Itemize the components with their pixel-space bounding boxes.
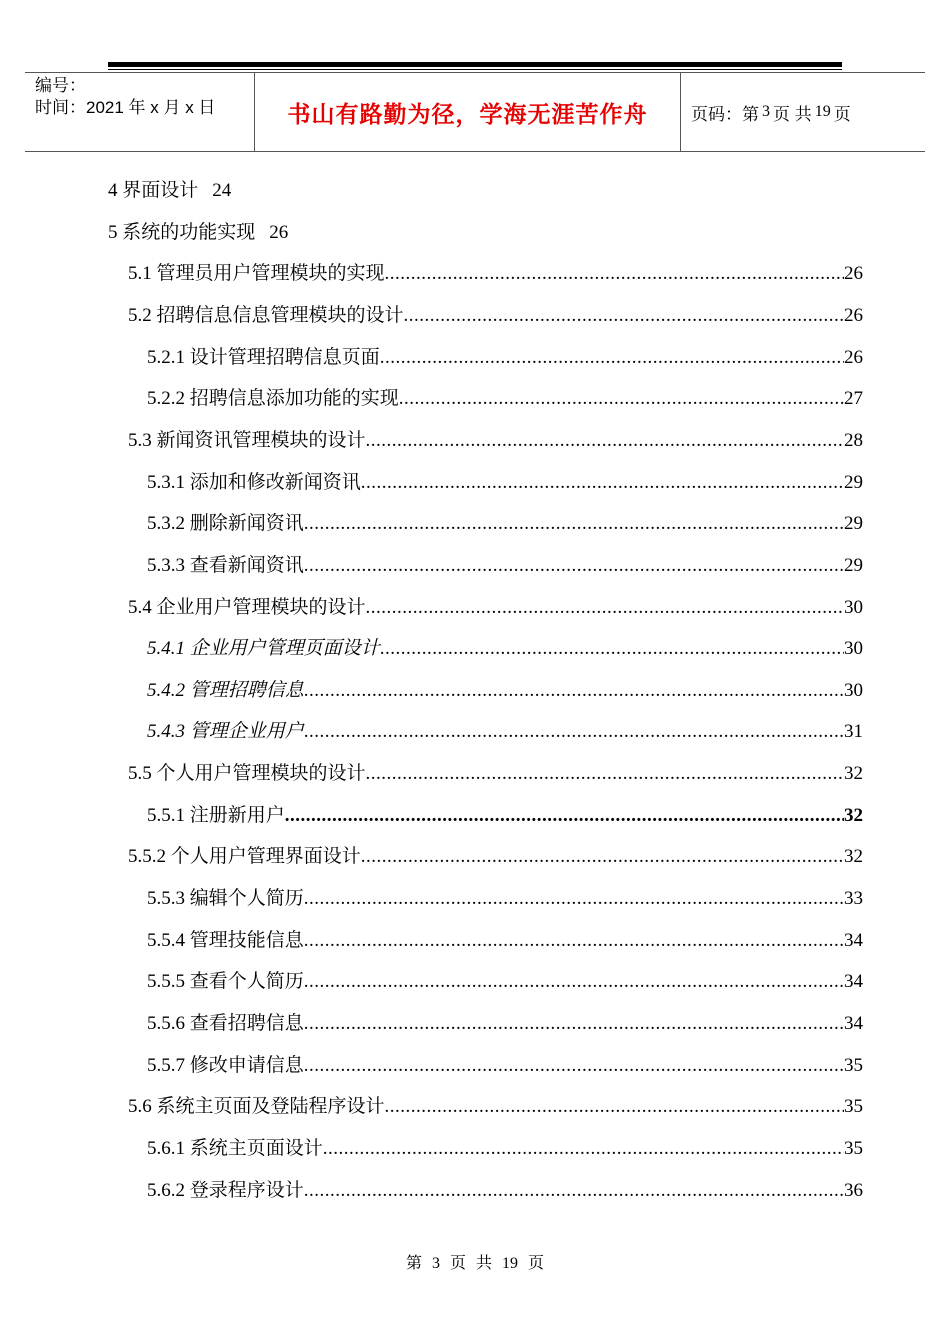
toc-dot-leader xyxy=(323,1134,844,1164)
toc-entry-title: 5.3.3 查看新闻资讯 xyxy=(147,555,304,576)
toc-entry-page: 30 xyxy=(844,680,863,701)
toc-entry-title: 5.5.1 注册新用户 xyxy=(147,805,285,826)
document-header xyxy=(25,72,925,152)
toc-entry-title: 5.5.4 管理技能信息 xyxy=(147,930,304,951)
toc-entry-title: 5.5.3 编辑个人简历 xyxy=(147,888,304,909)
document-number-label: 编号： xyxy=(35,76,86,95)
toc-entry-page: 34 xyxy=(844,971,863,992)
toc-entry-page: 24 xyxy=(212,180,232,201)
toc-dot-leader xyxy=(366,759,844,789)
toc-entry-page: 32 xyxy=(844,846,863,867)
toc-entry-title: 5.5 个人用户管理模块的设计 xyxy=(128,763,366,784)
toc-entry-page: 30 xyxy=(844,638,863,659)
page-label-pre: 页码：第 xyxy=(691,104,759,124)
toc-dot-leader xyxy=(304,884,844,914)
toc-dot-leader xyxy=(304,676,844,706)
toc-entry-title: 5.3.2 删除新闻资讯 xyxy=(147,513,304,534)
toc-entry-page: 29 xyxy=(844,555,863,576)
header-motto: 书山有路勤为径，学海无涯苦作舟 xyxy=(287,101,648,128)
toc-entry[interactable] xyxy=(147,926,863,956)
page-footer: 第 3 页 共 19 页 xyxy=(405,1255,544,1272)
toc-entry-page: 26 xyxy=(269,222,289,243)
toc-entry-title: 5.6 系统主页面及登陆程序设计 xyxy=(128,1096,385,1117)
toc-entry[interactable] xyxy=(108,176,231,206)
toc-entry-title: 5.4.2 管理招聘信息 xyxy=(147,680,304,701)
toc-entry[interactable] xyxy=(128,842,863,872)
toc-entry[interactable] xyxy=(147,1134,863,1164)
toc-entry-page: 30 xyxy=(844,597,863,618)
toc-entry-title: 5 系统的功能实现 xyxy=(108,222,256,243)
toc-dot-leader xyxy=(304,509,844,539)
toc-dot-leader xyxy=(361,468,844,498)
toc-entry-page: 28 xyxy=(844,430,863,451)
page-current: 3 xyxy=(762,103,770,120)
toc-entry[interactable] xyxy=(147,384,863,414)
toc-dot-leader xyxy=(366,426,844,456)
toc-dot-leader xyxy=(304,551,844,581)
toc-entry[interactable] xyxy=(128,759,863,789)
toc-entry-page: 35 xyxy=(844,1096,863,1117)
toc-entry-title: 5.4.1 企业用户管理页面设计 xyxy=(147,638,380,659)
toc-entry-page: 31 xyxy=(844,721,863,742)
toc-entry-title: 5.2 招聘信息信息管理模块的设计 xyxy=(128,305,404,326)
toc-dot-leader xyxy=(385,259,844,289)
toc-entry-title: 5.4.3 管理企业用户 xyxy=(147,721,304,742)
toc-entry-title: 5.3 新闻资讯管理模块的设计 xyxy=(128,430,366,451)
toc-entry[interactable] xyxy=(128,1092,863,1122)
header-rule-thin xyxy=(108,69,842,70)
toc-dot-leader xyxy=(361,842,844,872)
page-label-post: 页 xyxy=(833,104,851,124)
toc-entry-page: 36 xyxy=(844,1180,863,1201)
toc-entry-title: 5.5.7 修改申请信息 xyxy=(147,1055,304,1076)
toc-entry-page: 32 xyxy=(844,763,863,784)
toc-entry-title: 5.6.1 系统主页面设计 xyxy=(147,1138,323,1159)
toc-entry-page: 33 xyxy=(844,888,863,909)
header-motto-cell xyxy=(255,73,681,151)
header-rule-thick xyxy=(108,62,842,67)
toc-entry-page: 35 xyxy=(844,1055,863,1076)
toc-entry[interactable] xyxy=(147,1176,863,1206)
toc-entry[interactable] xyxy=(147,801,863,831)
toc-entry-title: 5.6.2 登录程序设计 xyxy=(147,1180,304,1201)
toc-dot-leader xyxy=(304,967,844,997)
toc-dot-leader xyxy=(366,593,844,623)
toc-dot-leader xyxy=(380,634,844,664)
toc-entry-page: 32 xyxy=(844,805,863,826)
page-total: 19 xyxy=(814,103,831,120)
toc-entry[interactable] xyxy=(128,301,863,331)
toc-entry[interactable] xyxy=(147,551,863,581)
toc-dot-leader xyxy=(304,1051,844,1081)
toc-entry[interactable] xyxy=(147,884,863,914)
toc-entry-page: 29 xyxy=(844,513,863,534)
toc-dot-leader xyxy=(304,1009,844,1039)
header-meta xyxy=(25,73,255,151)
toc-dot-leader xyxy=(380,343,844,373)
document-time: 时间：2021 年 x 月 x 日 xyxy=(35,98,216,117)
toc-entry-page: 35 xyxy=(844,1138,863,1159)
toc-entry-page: 34 xyxy=(844,930,863,951)
toc-dot-leader xyxy=(385,1092,844,1122)
toc-entry-title: 5.1 管理员用户管理模块的实现 xyxy=(128,263,385,284)
toc-dot-leader xyxy=(304,717,844,747)
toc-entry[interactable] xyxy=(108,218,288,248)
toc-entry[interactable] xyxy=(147,343,863,373)
toc-entry-title: 5.4 企业用户管理模块的设计 xyxy=(128,597,366,618)
toc-entry-title: 4 界面设计 xyxy=(108,180,199,201)
toc-entry-page: 34 xyxy=(844,1013,863,1034)
toc-dot-leader xyxy=(399,384,844,414)
toc-entry[interactable] xyxy=(128,259,863,289)
toc-entry-page: 26 xyxy=(844,305,863,326)
toc-entry[interactable] xyxy=(147,717,863,747)
page-label-mid: 页 共 xyxy=(773,104,812,124)
toc-entry[interactable] xyxy=(128,593,863,623)
toc-entry-page: 26 xyxy=(844,347,863,368)
toc-entry-title: 5.5.6 查看招聘信息 xyxy=(147,1013,304,1034)
toc-entry-page: 29 xyxy=(844,472,863,493)
toc-entry[interactable] xyxy=(147,468,863,498)
header-page-info xyxy=(681,73,925,151)
toc-entry[interactable] xyxy=(147,676,863,706)
toc-entry[interactable] xyxy=(147,967,863,997)
toc-entry-title: 5.5.5 查看个人简历 xyxy=(147,971,304,992)
toc-entry[interactable] xyxy=(128,426,863,456)
toc-dot-leader xyxy=(404,301,844,331)
toc-entry-title: 5.5.2 个人用户管理界面设计 xyxy=(128,846,361,867)
toc-entry[interactable] xyxy=(147,634,863,664)
toc-dot-leader xyxy=(285,801,844,831)
toc-entry-title: 5.2.2 招聘信息添加功能的实现 xyxy=(147,388,399,409)
toc-dot-leader xyxy=(304,1176,844,1206)
toc-entry[interactable] xyxy=(147,1051,863,1081)
toc-entry[interactable] xyxy=(147,509,863,539)
toc-entry-title: 5.3.1 添加和修改新闻资讯 xyxy=(147,472,361,493)
toc-entry-page: 26 xyxy=(844,263,863,284)
toc-entry[interactable] xyxy=(147,1009,863,1039)
toc-dot-leader xyxy=(304,926,844,956)
toc-entry-title: 5.2.1 设计管理招聘信息页面 xyxy=(147,347,380,368)
toc-entry-page: 27 xyxy=(844,388,863,409)
